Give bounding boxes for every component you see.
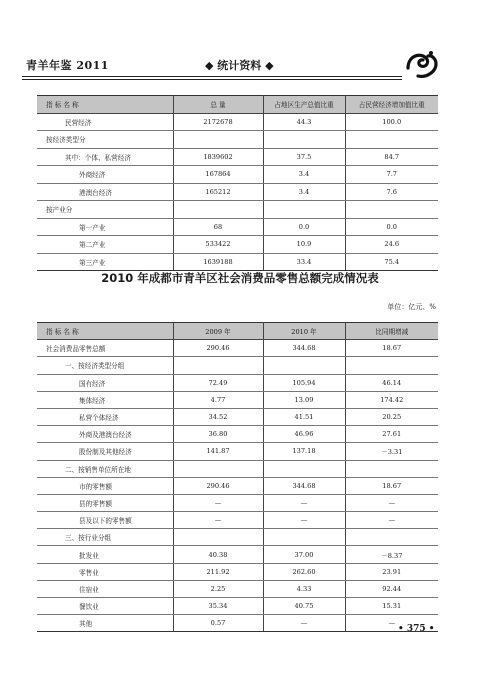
table-header-row xyxy=(37,96,438,114)
table-row xyxy=(37,580,438,597)
row-value: －3.31 xyxy=(345,443,438,460)
row-value: 105.94 xyxy=(263,374,345,391)
row-label: 市的零售额 xyxy=(37,477,173,494)
column-header: 2009 年 xyxy=(173,323,263,340)
table-row xyxy=(37,236,438,254)
row-value: 165212 xyxy=(173,183,263,201)
row-label: 零售业 xyxy=(37,563,173,580)
row-label: 集体经济 xyxy=(37,391,173,408)
row-value: 68 xyxy=(173,218,263,236)
row-label: 县的零售额 xyxy=(37,494,173,511)
row-value xyxy=(263,460,345,477)
row-value xyxy=(263,201,345,219)
row-value xyxy=(345,131,438,149)
row-value: 84.7 xyxy=(345,148,438,166)
column-header: 比同期增减 xyxy=(345,323,438,340)
row-label: 餐饮业 xyxy=(37,598,173,615)
row-label: 按产业分 xyxy=(37,201,173,219)
row-value: 18.67 xyxy=(345,477,438,494)
table-title: 2010 年成都市青羊区社会消费品零售总额完成情况表 xyxy=(101,271,379,285)
row-value: 3.4 xyxy=(263,166,345,184)
row-value: 1639188 xyxy=(173,253,263,271)
row-value xyxy=(345,460,438,477)
yearbook-title: 青羊年鉴 2011 xyxy=(26,59,109,72)
table-row xyxy=(37,477,438,494)
row-value xyxy=(263,357,345,374)
row-value: 72.49 xyxy=(173,374,263,391)
row-value: 75.4 xyxy=(345,253,438,271)
row-value: 262.60 xyxy=(263,563,345,580)
row-value: －8.37 xyxy=(345,546,438,563)
table-row xyxy=(37,598,438,615)
row-value: 533422 xyxy=(173,236,263,254)
row-value: 36.80 xyxy=(173,426,263,443)
row-label: 二、按销售单位所在地 xyxy=(37,460,173,477)
row-value: 41.51 xyxy=(263,408,345,425)
row-value: — xyxy=(263,494,345,511)
column-header: 占民营经济增加值比重 xyxy=(345,96,438,114)
row-value: 0.0 xyxy=(345,218,438,236)
row-label: 私营个体经济 xyxy=(37,408,173,425)
row-label: 外商经济 xyxy=(37,166,173,184)
row-label: 第三产业 xyxy=(37,253,173,271)
row-label: 按经济类型分 xyxy=(37,131,173,149)
row-value: 137.18 xyxy=(263,443,345,460)
row-value: 174.42 xyxy=(345,391,438,408)
row-value: 37.00 xyxy=(263,546,345,563)
row-label: 股份制及其他经济 xyxy=(37,443,173,460)
row-value xyxy=(173,460,263,477)
row-value: 344.68 xyxy=(263,340,345,357)
table-row xyxy=(37,512,438,529)
row-label: 批发业 xyxy=(37,546,173,563)
row-value xyxy=(173,357,263,374)
row-label: 社会消费品零售总额 xyxy=(37,340,173,357)
row-value: 46.14 xyxy=(345,374,438,391)
table-row xyxy=(37,374,438,391)
row-value: 0.0 xyxy=(263,218,345,236)
row-value: 13.09 xyxy=(263,391,345,408)
row-value: 100.0 xyxy=(345,113,438,131)
table-row xyxy=(37,183,438,201)
row-value xyxy=(345,201,438,219)
row-label: 一、按经济类型分组 xyxy=(37,357,173,374)
row-value: 7.7 xyxy=(345,166,438,184)
table-row xyxy=(37,340,438,357)
row-label: 外商及港澳台经济 xyxy=(37,426,173,443)
row-value: — xyxy=(263,512,345,529)
table-row xyxy=(37,494,438,511)
row-value: 141.87 xyxy=(173,443,263,460)
table-row xyxy=(37,218,438,236)
row-value: 344.68 xyxy=(263,477,345,494)
table-row xyxy=(37,391,438,408)
column-header: 2010 年 xyxy=(263,323,345,340)
table-row xyxy=(37,426,438,443)
row-label: 国有经济 xyxy=(37,374,173,391)
row-value xyxy=(173,131,263,149)
row-value: 24.6 xyxy=(345,236,438,254)
row-value: 3.4 xyxy=(263,183,345,201)
table-row xyxy=(37,408,438,425)
retail-sales-table xyxy=(37,322,438,632)
header-rule xyxy=(22,76,402,77)
header-rule-thin xyxy=(22,79,402,80)
row-value: 40.38 xyxy=(173,546,263,563)
column-header: 指 标 名 称 xyxy=(37,96,173,114)
table-row xyxy=(37,529,438,546)
row-value: 0.57 xyxy=(173,615,263,632)
table-row xyxy=(37,615,438,632)
row-value: 1839602 xyxy=(173,148,263,166)
page-number: • 375 • xyxy=(398,624,435,634)
table-row xyxy=(37,131,438,149)
row-label: 住宿业 xyxy=(37,580,173,597)
table-row xyxy=(37,357,438,374)
row-value: 15.31 xyxy=(345,598,438,615)
row-value: 44.3 xyxy=(263,113,345,131)
table-row xyxy=(37,443,438,460)
row-value: 10.9 xyxy=(263,236,345,254)
row-value xyxy=(173,201,263,219)
row-value: 211.92 xyxy=(173,563,263,580)
column-header: 占地区生产总值比重 xyxy=(263,96,345,114)
table-row xyxy=(37,460,438,477)
table-header-row xyxy=(37,323,438,340)
row-value: 40.75 xyxy=(263,598,345,615)
row-value: 23.91 xyxy=(345,563,438,580)
table-row xyxy=(37,201,438,219)
yearbook-logo-icon xyxy=(404,46,440,82)
row-label: 第二产业 xyxy=(37,236,173,254)
row-value: 46.96 xyxy=(263,426,345,443)
row-value: 290.46 xyxy=(173,340,263,357)
row-value: 35.34 xyxy=(173,598,263,615)
row-value xyxy=(263,131,345,149)
row-value: 34.52 xyxy=(173,408,263,425)
row-value: 4.33 xyxy=(263,580,345,597)
row-value xyxy=(173,529,263,546)
private-economy-table xyxy=(37,95,438,271)
column-header: 总 量 xyxy=(173,96,263,114)
section-title: ◆ 统计资料 ◆ xyxy=(205,59,274,72)
row-value: 20.25 xyxy=(345,408,438,425)
table-row xyxy=(37,546,438,563)
row-value: 27.61 xyxy=(345,426,438,443)
row-value: 7.6 xyxy=(345,183,438,201)
row-label: 三、按行业分组 xyxy=(37,529,173,546)
row-value xyxy=(345,357,438,374)
row-value: 2.25 xyxy=(173,580,263,597)
row-value: — xyxy=(173,494,263,511)
row-label: 其他 xyxy=(37,615,173,632)
row-value xyxy=(345,529,438,546)
table-row xyxy=(37,148,438,166)
unit-label: 单位：亿元、% xyxy=(387,303,436,311)
row-value: 37.5 xyxy=(263,148,345,166)
row-label: 其中：个体、私营经济 xyxy=(37,148,173,166)
table-row xyxy=(37,166,438,184)
row-label: 县及以下的零售额 xyxy=(37,512,173,529)
table-row xyxy=(37,253,438,271)
row-value: 290.46 xyxy=(173,477,263,494)
row-label: 港澳台经济 xyxy=(37,183,173,201)
column-header: 指 标 名 称 xyxy=(37,323,173,340)
row-value: 2172678 xyxy=(173,113,263,131)
row-value: — xyxy=(173,512,263,529)
row-value: — xyxy=(345,512,438,529)
row-value: 167864 xyxy=(173,166,263,184)
row-value: 18.67 xyxy=(345,340,438,357)
page-header xyxy=(0,0,480,82)
row-value: — xyxy=(345,615,438,632)
table-row xyxy=(37,563,438,580)
table-row xyxy=(37,113,438,131)
row-value: 33.4 xyxy=(263,253,345,271)
row-value: — xyxy=(345,494,438,511)
row-value: 92.44 xyxy=(345,580,438,597)
row-label: 第一产业 xyxy=(37,218,173,236)
row-value: 4.77 xyxy=(173,391,263,408)
row-label: 民营经济 xyxy=(37,113,173,131)
row-value: — xyxy=(263,615,345,632)
row-value xyxy=(263,529,345,546)
